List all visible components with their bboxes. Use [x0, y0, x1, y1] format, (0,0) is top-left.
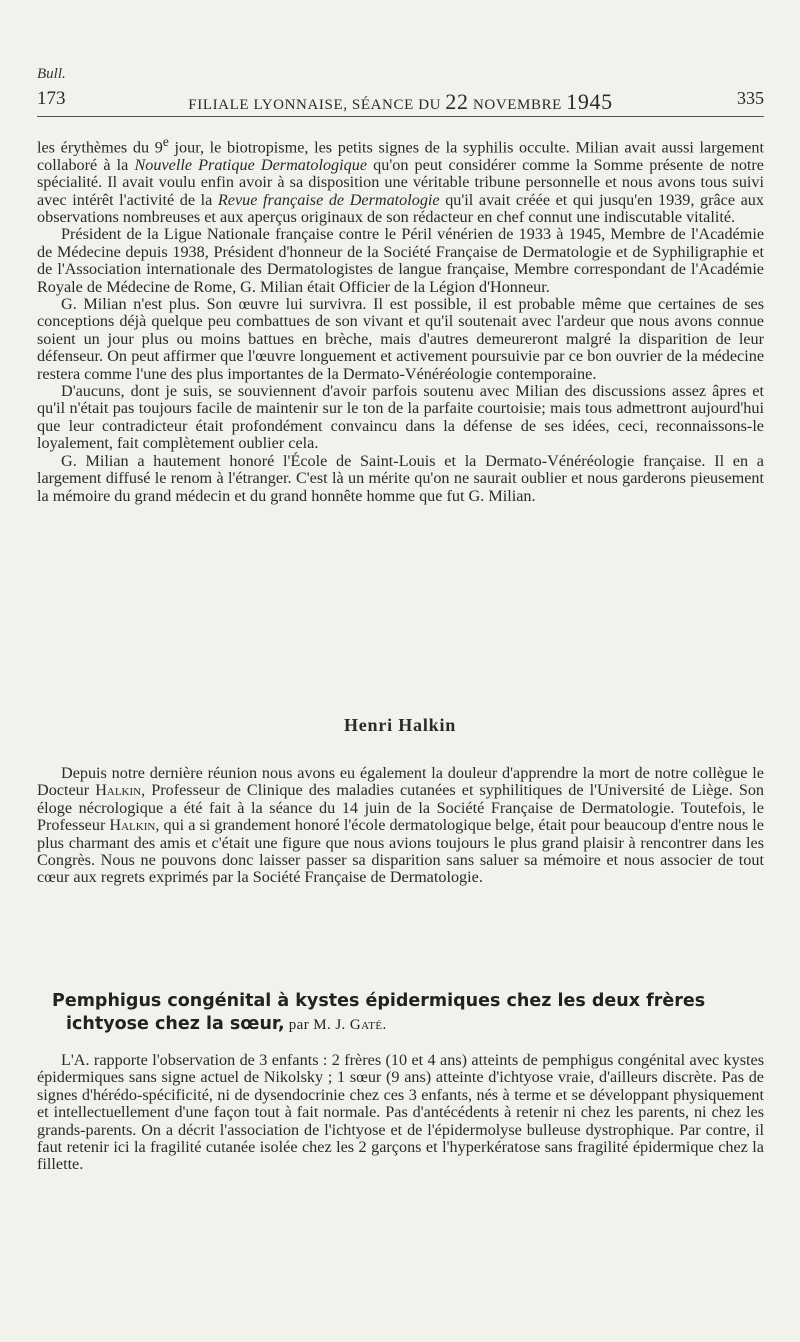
milian-paragraph-2: Président de la Ligue Nationale française contre le Péril vénérien de 1933 à 1945, Membre de l'Académie de Médecine depuis 1938, Président d'honneur de la Société Française de Dermatologie et de Syphiligraphie et de l'Association internationale des Dermatologistes de langue française, Membre correspondant de l'Académie Royale de Médecine de Rome, G. Milian était Officier de la Légion d'Honneur.: [37, 225, 764, 296]
milian-paragraph-1: les érythèmes du 9e jour, le biotropisme, les petits signes de la syphilis occulte. Milian avait aussi largement collaboré à la Nouvelle Pratique Dermatologique qu'on peut considérer comme la Somme présente de notre spécialité. Il avait voulu enfin avoir à sa disposition une véritable tribune personnelle et nous avons tous suivi avec intérêt l'activité de la Revue française de Dermatologie qu'il avait créée et qui jusqu'en 1939, grâce aux observations nombreuses et aux aperçus originaux de son rédacteur en chef connut une indiscutable vitalité.: [37, 134, 764, 227]
halkin-paragraph: Depuis notre dernière réunion nous avons eu également la douleur d'apprendre la mort de notre collègue le Docteur Halkin, Professeur de Clinique des maladies cutanées et syphilitiques de l'Université de Liège. Son éloge nécrologique a été fait à la séance du 14 juin de la Société Française de Dermatologie. Toutefois, le Professeur Halkin, qui a si grandement honoré l'école dermatologique belge, était pour beaucoup d'entre nous le plus charmant des amis et c'était une figure que nous avions toujours le plus grand plaisir à rencontrer dans les Congrès. Nous ne pouvons donc laisser passer sa disparition sans saluer sa mémoire et nous associer de tout cœur aux regrets exprimés par la Société Française de Dermatologie.: [37, 764, 765, 887]
pemphigus-title-line2: ichtyose chez la sœur, par M. J. Gaté.: [66, 1014, 387, 1034]
title-mid: NOVEMBRE: [468, 97, 567, 113]
pemphigus-paragraph: L'A. rapporte l'observation de 3 enfants : 2 frères (10 et 4 ans) atteints de pemphigus congénital avec kystes épidermiques sans signe actuel de Nikolsky ; 1 sœur (9 ans) atteinte d'ichtyose vraie, d'ailleurs discrète. Pas de signes d'hérédo-spécificité, ni de dysendocrinie chez ces 3 enfants, nés à terme et se développant physiquement et intellectuellement d'une façon tout à fait normale. Pas d'antécédents à retenir ni chez les parents, ni chez les grands-parents. On a décrit l'association de l'ichtyose et de l'épidermolyse bulleuse dystrophique. Par contre, il faut retenir ici la fragilité cutanée isolée chez les 2 garçons et l'hyperkératose sans fragilité épidermique chez la fillette.: [37, 1051, 764, 1174]
milian-paragraph-5: G. Milian a hautement honoré l'École de Saint-Louis et la Dermato-Vénéréologie française. Il en a largement diffusé le renom à l'étranger. C'est là un mérite qu'on ne saurait oublier et nous garderons pieusement la mémoire du grand médecin et du grand honnête homme que fut G. Milian.: [37, 451, 764, 505]
halkin-text: [37, 765, 764, 887]
milian-paragraph-4: D'aucuns, dont je suis, se souviennent d'avoir parfois soutenu avec Milian des discussions assez âpres et qu'il n'était pas toujours facile de maintenir sur le ton de la parfaite courtoisie; mais tous admettront aujourd'hui que leur contradicteur était profondément convaincu dans la défense de ses idées, ceci, reconnaissons-le loyalement, fait complètement oublier cela.: [37, 382, 764, 453]
pemphigus-text: [37, 1052, 764, 1174]
pemphigus-heading: [52, 990, 764, 1037]
title-pre: FILIALE LYONNAISE, SÉANCE DU: [188, 97, 446, 113]
running-head: [37, 84, 764, 112]
pemphigus-author: par M. J. Gaté.: [284, 1017, 387, 1033]
running-title: [37, 89, 764, 115]
milian-text: [37, 133, 764, 505]
milian-paragraph-3: G. Milian n'est plus. Son œuvre lui survivra. Il est possible, il est probable même que certaines de ses conceptions déjà quelque peu combattues de son vivant et qu'il soutenait avec l'ardeur que nous avons connue soient un jour plus ou moins battues en brèche, mais d'autres demeureront malgré la disparition de leur défenseur. On peut affirmer que l'œuvre longuement et activement poursuivie par ce bon ouvrier de la médecine restera comme l'une des plus importantes de la Dermato-Vénéréologie contemporaine.: [37, 295, 764, 383]
left-page-number: 173: [37, 88, 66, 109]
header-rule: [37, 116, 764, 117]
page-number: 335: [737, 88, 764, 108]
pemphigus-title-line1: Pemphigus congénital à kystes épidermiques chez les deux frères: [52, 991, 706, 1011]
halkin-heading: Henri Halkin: [343, 715, 457, 735]
bull-annotation: Bull.: [37, 66, 66, 82]
title-day: 22: [445, 89, 469, 114]
title-year: 1945: [566, 89, 613, 114]
